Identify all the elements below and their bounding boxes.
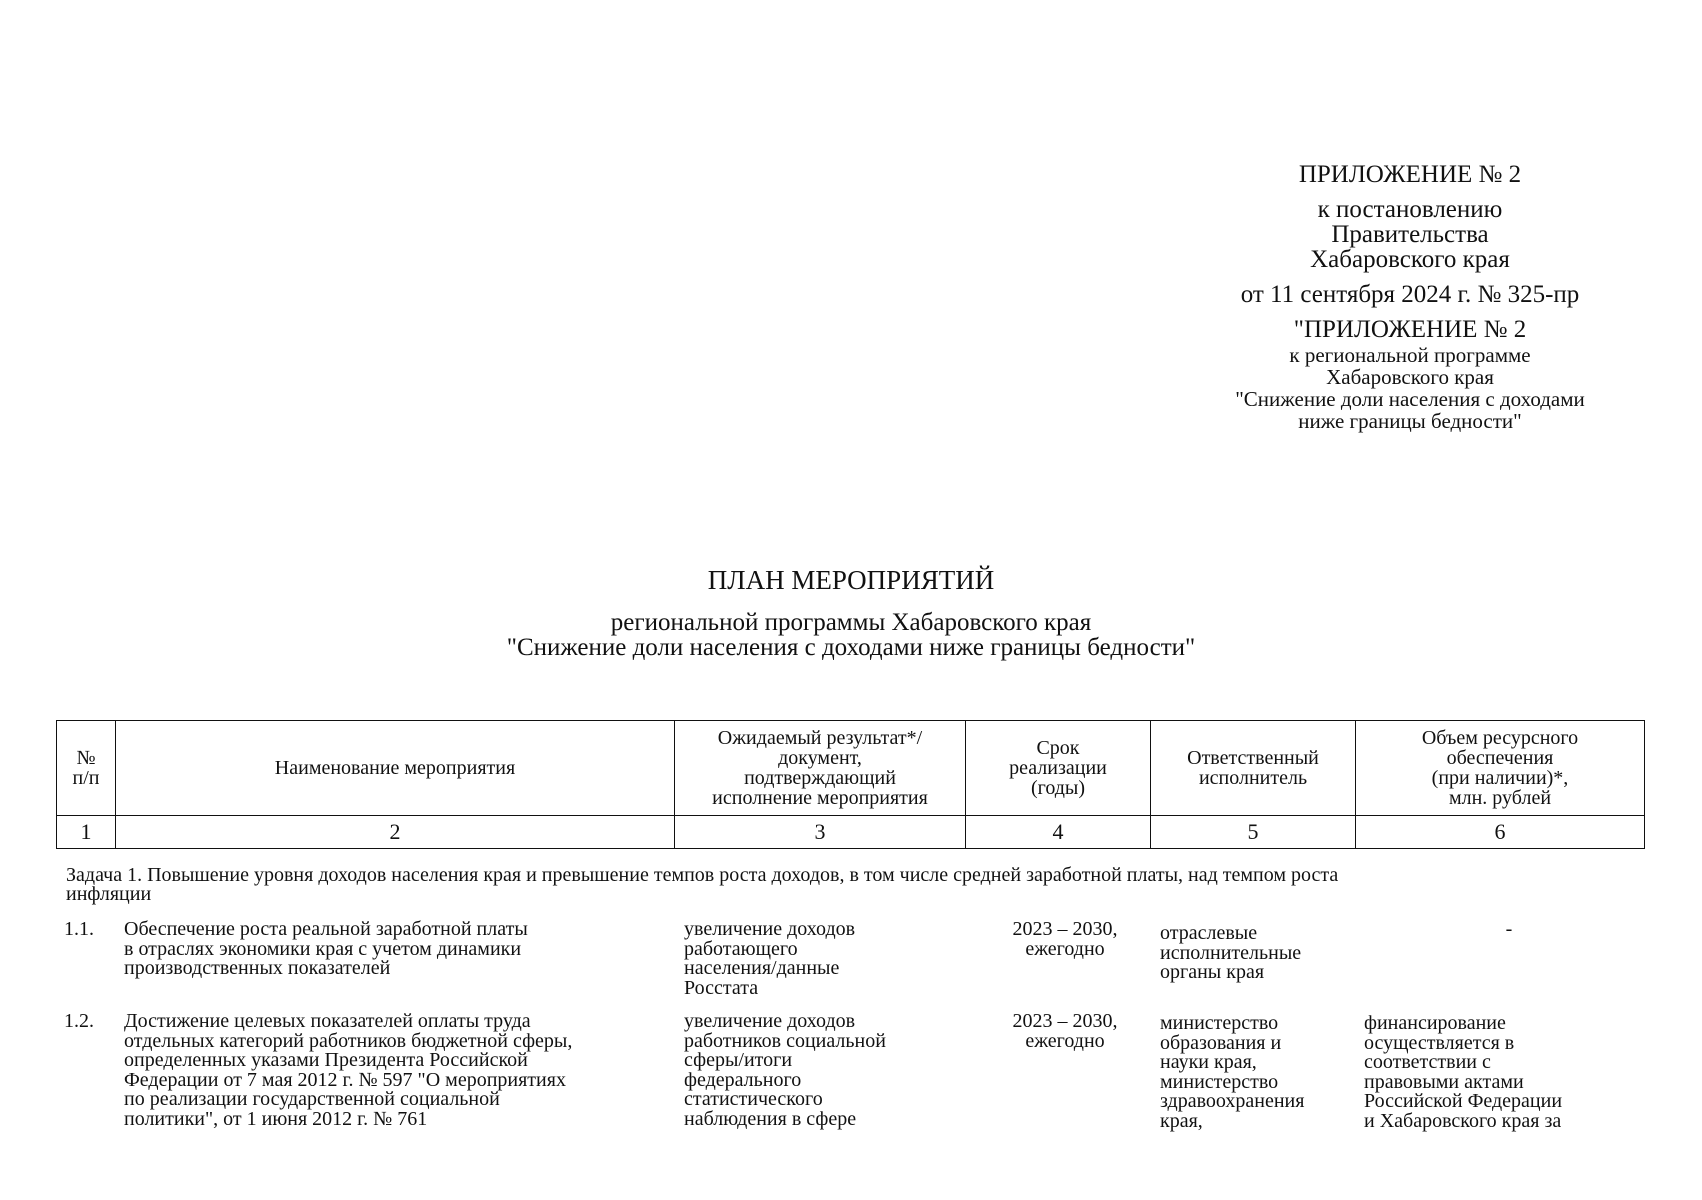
appendix-header	[1220, 162, 1600, 432]
header-cell-volume: Объем ресурсного обеспечения (при наличии)*, млн. рублей	[1356, 721, 1645, 816]
row-term: 2023 – 2030, ежегодно	[1012, 1010, 1118, 1052]
header-cell-num: № п/п	[57, 721, 116, 816]
header-cell-term: Срок реализации (годы)	[966, 721, 1151, 816]
row-volume: финансирование осуществляется в соответствии с правовыми актами Российской Федерации и Хабаровского края за	[1364, 1012, 1563, 1132]
decree-line-1: к постановлению	[1317, 196, 1503, 223]
row-name: Обеспечение роста реальной заработной платы в отраслях экономики края с учетом динамики производственных показателей	[124, 918, 528, 980]
plan-title-block	[0, 565, 1702, 660]
col-number-1: 1	[57, 816, 116, 849]
row-name: Достижение целевых показателей оплаты труда отдельных категорий работников бюджетной сферы, определенных указами Президента Российской Федерации от 7 мая 2012 г. № 597 "О мероприятиях по реализации государственной социальной политики", от 1 июня 2012 г. № 761	[124, 1010, 573, 1130]
col-number-4: 4	[966, 816, 1151, 849]
row-term: 2023 – 2030, ежегодно	[1012, 918, 1118, 960]
row-result: увеличение доходов работающего населения/данные Росстата	[684, 918, 856, 999]
col-number-2: 2	[116, 816, 675, 849]
row-number: 1.1.	[64, 918, 94, 940]
program-line-4: ниже границы бедности"	[1298, 409, 1522, 434]
header-cell-name: Наименование мероприятия	[116, 721, 675, 816]
program-line-3: "Снижение доли населения с доходами	[1235, 387, 1585, 412]
appendix-2-title: "ПРИЛОЖЕНИЕ № 2	[1293, 316, 1527, 343]
col-number-3: 3	[675, 816, 966, 849]
col-number-6: 6	[1356, 816, 1645, 849]
decree-date: от 11 сентября 2024 г. № 325-пр	[1240, 281, 1580, 308]
plan-table-header	[56, 720, 1645, 849]
appendix-title: ПРИЛОЖЕНИЕ № 2	[1298, 161, 1522, 188]
task-1-heading: Задача 1. Повышение уровня доходов населения края и превышение темпов роста доходов, в том числе средней заработной платы, над темпом роста инфляции	[66, 864, 1339, 905]
row-volume: -	[1505, 918, 1513, 940]
col-number-5: 5	[1151, 816, 1356, 849]
decree-line-3: Хабаровского края	[1310, 246, 1510, 273]
header-cell-result: Ожидаемый результат*/ документ, подтверждающий исполнение мероприятия	[675, 721, 966, 816]
row-result: увеличение доходов работников социальной сферы/итоги федерального статистического наблюдения в сфере	[684, 1010, 886, 1130]
row-executor: министерство образования и науки края, министерство здравоохранения края,	[1160, 1012, 1305, 1132]
table-header-row	[57, 721, 1645, 816]
plan-subtitle-line-1: региональной программы Хабаровского края	[610, 609, 1092, 636]
decree-line-2: Правительства	[1331, 221, 1489, 248]
row-executor: отраслевые исполнительные органы края	[1160, 922, 1302, 984]
program-line-1: к региональной программе	[1289, 343, 1531, 367]
plan-subtitle-line-2: "Снижение доли населения с доходами ниже границы бедности"	[506, 634, 1196, 661]
program-line-2: Хабаровского края	[1326, 365, 1494, 390]
header-cell-executor: Ответственный исполнитель	[1151, 721, 1356, 816]
table-number-row	[57, 816, 1645, 849]
row-number: 1.2.	[64, 1010, 94, 1032]
plan-title: ПЛАН МЕРОПРИЯТИЙ	[707, 565, 995, 595]
